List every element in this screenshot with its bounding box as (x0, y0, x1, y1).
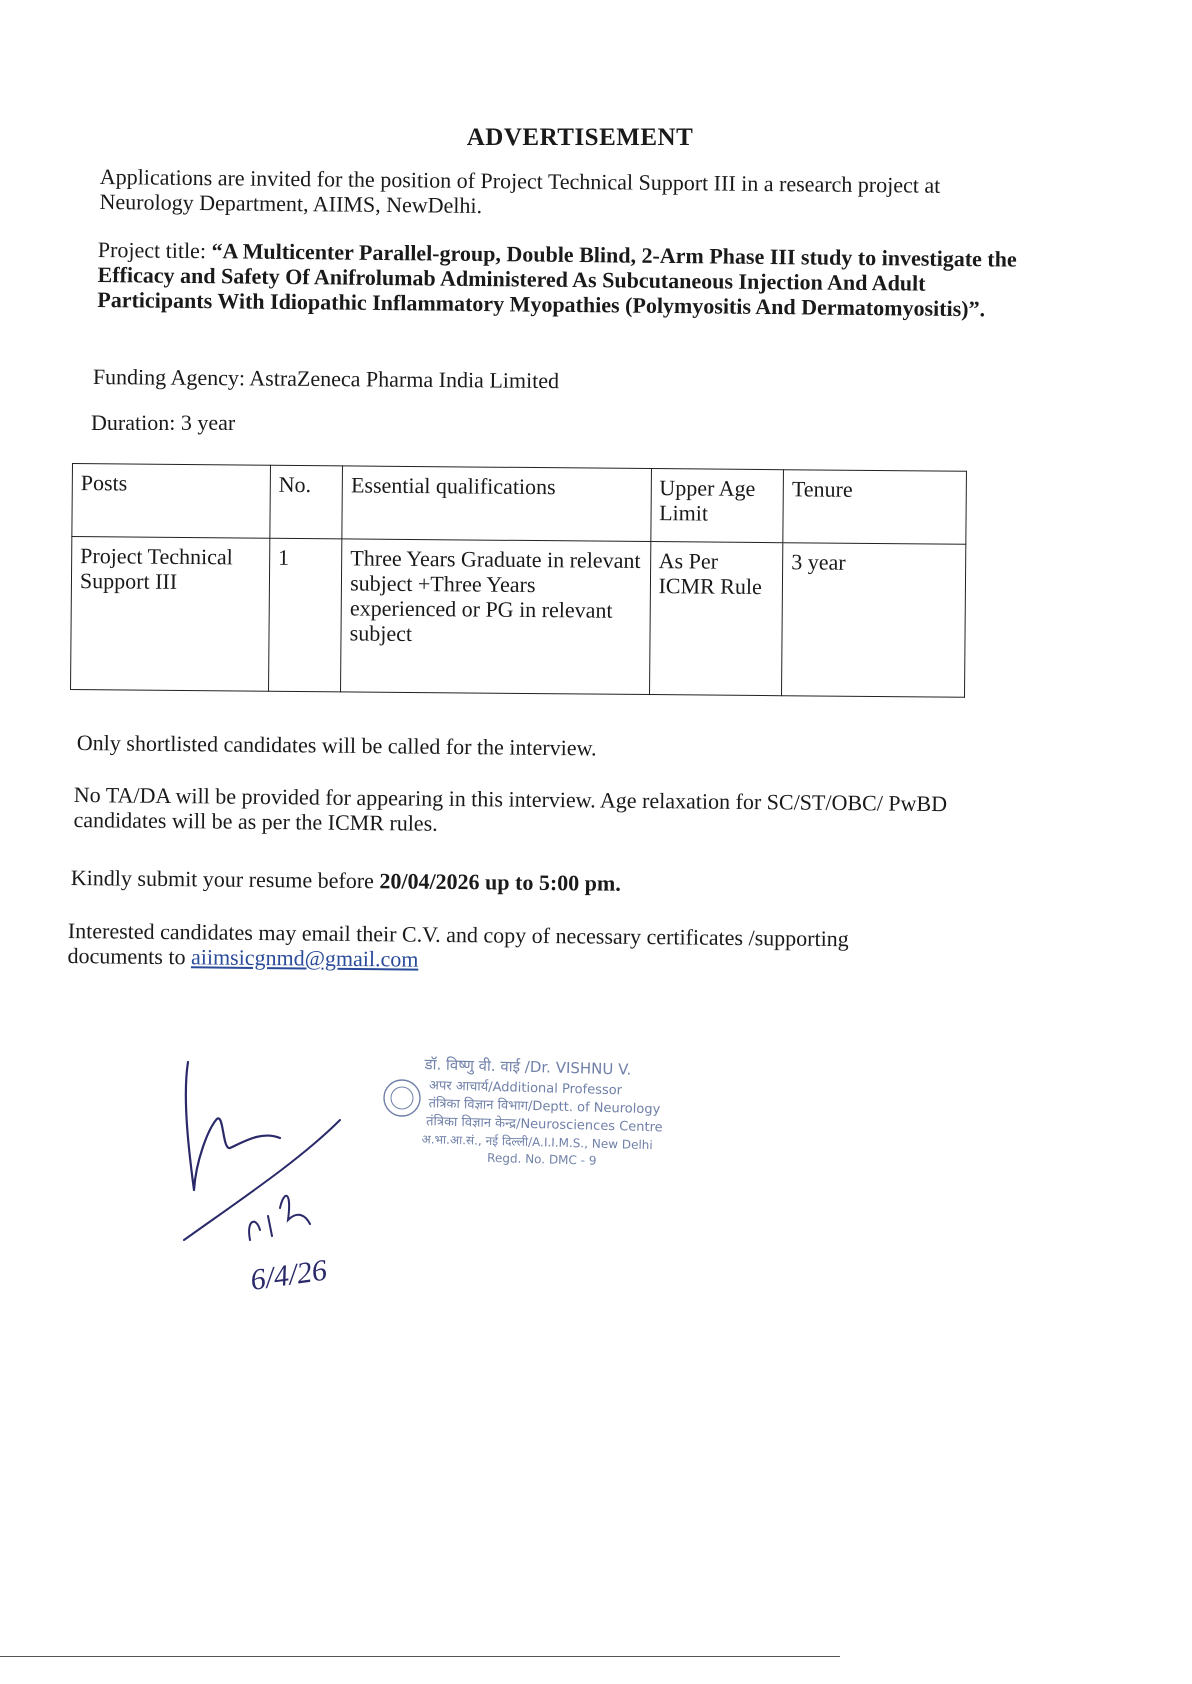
cell-post: Project Technical Support III (71, 537, 270, 692)
cell-qualification: Three Years Graduate in relevant subject +Three Years experienced or PG in relevant subject (341, 539, 651, 695)
official-stamp (380, 1048, 710, 1168)
posts-table (70, 463, 967, 698)
intro-paragraph: Applications are invited for the position of Project Technical Support III in a research project at Neurology Department, AIIMS, NewDelhi. (99, 164, 941, 219)
header-posts: Posts (72, 464, 271, 539)
cell-tenure: 3 year (782, 543, 966, 698)
cell-number: 1 (268, 538, 342, 692)
email-paragraph (67, 918, 947, 977)
table-row (71, 537, 966, 698)
duration: Duration: 3 year (91, 410, 236, 435)
signature-date: 6/4/26 (248, 1253, 329, 1297)
cell-age-limit: As Per ICMR Rule (649, 542, 783, 696)
stamp-line-3: तंत्रिका विज्ञान विभाग/Deptt. of Neurology (428, 1096, 661, 1118)
submit-deadline (71, 865, 621, 896)
header-qualifications: Essential qualifications (342, 466, 651, 542)
bottom-rule (0, 1656, 840, 1657)
project-title-label: Project title: (97, 237, 212, 264)
project-title-text: “A Multicenter Parallel-group, Double Blind, 2-Arm Phase III study to investigate the Efficacy and Safety Of Anifrolumab Administered As Subcutaneous Injection And Adult Participants With Idiopathic Inflammatory Myopathies (Polymyositis And Dermatomyositis)”. (97, 238, 1017, 322)
stamp-line-2: अपर आचार्य/Additional Professor (428, 1078, 623, 1099)
header-tenure: Tenure (783, 470, 966, 545)
email-link[interactable]: aiimsicgnmd@gmail.com (190, 944, 419, 972)
ta-da-note: No TA/DA will be provided for appearing in this interview. Age relaxation for SC/ST/OBC/ PwBD candidates will be as per the ICMR rules. (73, 782, 948, 836)
stamp-line-4: तंत्रिका विज्ञान केन्द्र/Neurosciences Centre (425, 1114, 663, 1136)
shortlist-note: Only shortlisted candidates will be called for the interview. (76, 730, 597, 761)
submit-prefix: Kindly submit your resume before (70, 865, 380, 894)
funding-agency: Funding Agency: AstraZeneca Pharma India Limited (92, 364, 560, 394)
table-header-row (72, 464, 967, 545)
stamp-line-5: अ.भा.आ.सं., नई दिल्ली/A.I.I.M.S., New Delhi (421, 1132, 653, 1153)
header-age-limit: Upper Age Limit (650, 469, 783, 543)
stamp-line-6: Regd. No. DMC - 9 (486, 1150, 597, 1168)
submit-date: 20/04/2026 up to 5:00 pm. (379, 868, 621, 896)
email-text: Interested candidates may email their C.V. and copy of necessary certificates /supporting documents to (67, 918, 849, 970)
project-title-paragraph (97, 237, 1043, 322)
header-number: No. (270, 465, 343, 539)
stamp-line-1: डॉ. विष्णु वी. वाई /Dr. VISHNU V. (424, 1055, 632, 1079)
page-title: ADVERTISEMENT (466, 124, 694, 151)
handwritten-signature (180, 1040, 380, 1300)
